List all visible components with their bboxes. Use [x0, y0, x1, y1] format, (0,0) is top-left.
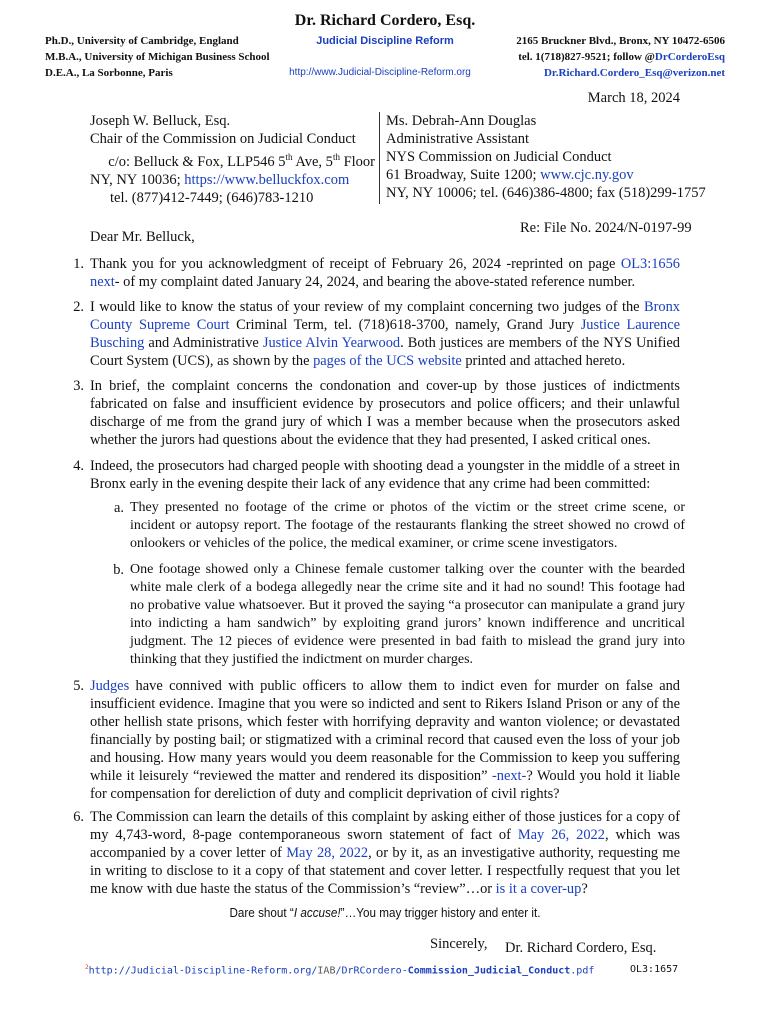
para-1: Thank you for you acknowledgment of receipt of February 26, 2024 -reprinted on page OL3:1656 next- of my complaint dated January 24, 2024, and bearing the above-stated reference number.: [90, 256, 680, 290]
addressee-divider: [379, 112, 380, 204]
dare-line: Dare shout “I accuse!”…You may trigger history and enter it.: [229, 905, 541, 920]
next-link[interactable]: next: [90, 274, 115, 290]
commission-address: 61 Broadway, Suite 1200; www.cjc.ny.gov: [386, 167, 634, 183]
contact-block: [470, 33, 725, 81]
cover-up-link[interactable]: is it a cover-up: [495, 881, 582, 897]
footer-mark: 2: [85, 964, 89, 971]
credential-mba: M.B.A., University of Michigan Business School: [45, 51, 270, 63]
addressee-name: Joseph W. Belluck, Esq.: [90, 113, 231, 129]
email-link[interactable]: Dr.Richard.Cordero_Esq@verizon.net: [543, 67, 725, 79]
footer-link[interactable]: $^2$http://Judicial-Discipline-Reform.org/IAB/DrRCordero-Commission_Judicial_Conduct.pdf: [85, 964, 595, 977]
reference-line: Re: File No. 2024/N-0197-99: [520, 220, 692, 236]
addressee-phone: tel. (877)412-7449; (646)783-1210: [110, 189, 314, 206]
addressee-city: NY, NY 10036; https://www.belluckfox.com: [90, 171, 350, 188]
addressee-right: [386, 112, 736, 202]
ol3-1656-link[interactable]: OL3:1656: [620, 256, 680, 272]
justice-yearwood-link[interactable]: Justice Alvin Yearwood: [262, 335, 401, 351]
assistant-name: Ms. Debrah-Ann Douglas: [386, 113, 537, 129]
street-address: 2165 Bruckner Blvd., Bronx, NY 10472-6506: [516, 35, 725, 47]
justice-busching-link[interactable]: Justice Laurence Busching: [90, 317, 680, 351]
para-2-number: 2.: [73, 299, 84, 315]
para-5: Judges have connived with public officers to allow them to indict even for murder on false and insufficient evidence. Imagine that you were so indicted and sent to Rikers Island Prison or any of the other hellish state prisons, which fester with horrifying depravity and wanton violence; or devastated financially by posting bail; or stigmatized with a criminal record that caused even the loss of your job and housing. How many years would you deem reasonable for the Commission to keep you suffering while it leisurely “reviewed the matter and rendered its disposition” -next-? Would you hold it liable for compensation for dereliction of duty and complicit deprivation of civil rights?: [90, 678, 680, 802]
addressee-title: Chair of the Commission on Judicial Conduct: [90, 131, 356, 147]
closing: Sincerely,: [430, 936, 488, 952]
org-website-link[interactable]: http://www.Judicial-Discipline-Reform.org: [289, 67, 471, 78]
next-link-2[interactable]: -next-: [491, 768, 527, 784]
para-4a: They presented no footage of the crime or photos of the victim or the street crime scene, or incident or autopsy report. The footage of the restaurants flanking the street showed no crowd of onlookers or vehicles of the police, the medical examiner, or crime scene investigators.: [130, 500, 685, 551]
judges-link[interactable]: Judges: [90, 678, 130, 694]
para-4a-number: a.: [114, 500, 124, 516]
signature: Dr. Richard Cordero, Esq.: [505, 940, 657, 956]
addressee-care-of: c/o: Belluck & Fox, LLP546 5th Ave, 5th Floor: [108, 152, 375, 170]
belluckfox-link[interactable]: https://www.belluckfox.com: [184, 171, 350, 188]
para-1-number: 1.: [73, 256, 84, 272]
para-4b: One footage showed only a Chinese female customer talking over the counter with the bearded white male clerk of a bodega allegedly near the crime site and it had no sound! This footage had no probative value whatsoever. But it proved the saying “a prosecutor can manipulate a grand jury into indicting a ham sandwich” by exploiting grand jurors’ known indifference and uncritical judgment. The 12 pieces of evidence were presented in bad faith to mislead the grand jury into thinking that they justified the indictment on murder charges.: [130, 562, 685, 667]
bronx-court-link[interactable]: Bronx County Supreme Court: [90, 299, 680, 333]
para-3: In brief, the complaint concerns the condonation and cover-up by those justices of indictments fabricated on false and insufficient evidence by prosecutors and police officers; and their unlawful discharge of me from the grand jury of which I was a member because when the prosecutors asked whether the jurors had questions about the evidence that they had presented, I asked critical ones.: [90, 378, 680, 448]
para-4-number: 4.: [73, 458, 84, 474]
cjc-website-link[interactable]: www.cjc.ny.gov: [540, 167, 634, 183]
credential-dea: D.E.A., La Sorbonne, Paris: [45, 67, 173, 79]
twitter-handle-link[interactable]: DrCorderoEsq: [654, 51, 725, 63]
salutation: Dear Mr. Belluck,: [90, 229, 195, 245]
para-3-number: 3.: [73, 378, 84, 394]
para-6: The Commission can learn the details of this complaint by asking either of those justices for a copy of my 4,743-word, 8-page contemporaneous sworn statement of fact of May 26, 2022, which was accompanied by a cover letter of May 28, 2022, or by it, as an investigative authority, requesting me in writing to disclose to it a copy of that statement and cover letter. I respectfully request that you let me know with due haste the status of the Commission’s “review”…or is it a cover-up?: [90, 809, 681, 897]
assistant-title: Administrative Assistant: [386, 131, 529, 147]
para-2: I would like to know the status of your review of my complaint concerning two judges of the Bronx County Supreme Court Criminal Term, tel. (718)618-3700, namely, Grand Jury Justice Laurence Busching and Administrative Justice Alvin Yearwood. Both justices are members of the NYS Unified Court System (UCS), as shown by the pages of the UCS website printed and attached hereto.: [90, 299, 680, 369]
org-title[interactable]: Judicial Discipline Reform: [316, 35, 454, 47]
ucs-pages-link[interactable]: pages of the UCS website: [313, 353, 462, 369]
letterhead-name: Dr. Richard Cordero, Esq.: [294, 12, 476, 29]
commission-phone: NY, NY 10006; tel. (646)386-4800; fax (518)299-1757: [386, 185, 706, 201]
para-4: Indeed, the prosecutors had charged people with shooting dead a youngster in the middle of a street in Bronx early in the evening despite their lack of any evidence that any crime had been committed:: [90, 458, 680, 492]
statement-date-link[interactable]: May 26, 2022: [517, 827, 605, 843]
phone-follow: tel. 1(718)827-9521; follow @DrCorderoEsq: [518, 51, 725, 63]
page-number: OL3:1657: [630, 964, 679, 975]
commission-name: NYS Commission on Judicial Conduct: [386, 149, 612, 165]
para-6-number: 6.: [73, 809, 84, 825]
letter-date: March 18, 2024: [587, 90, 680, 106]
cover-letter-date-link[interactable]: May 28, 2022: [286, 845, 369, 861]
para-4b-number: b.: [113, 562, 124, 578]
credential-phd: Ph.D., University of Cambridge, England: [45, 35, 239, 47]
addressee-left: [55, 112, 375, 207]
para-5-number: 5.: [73, 678, 84, 694]
